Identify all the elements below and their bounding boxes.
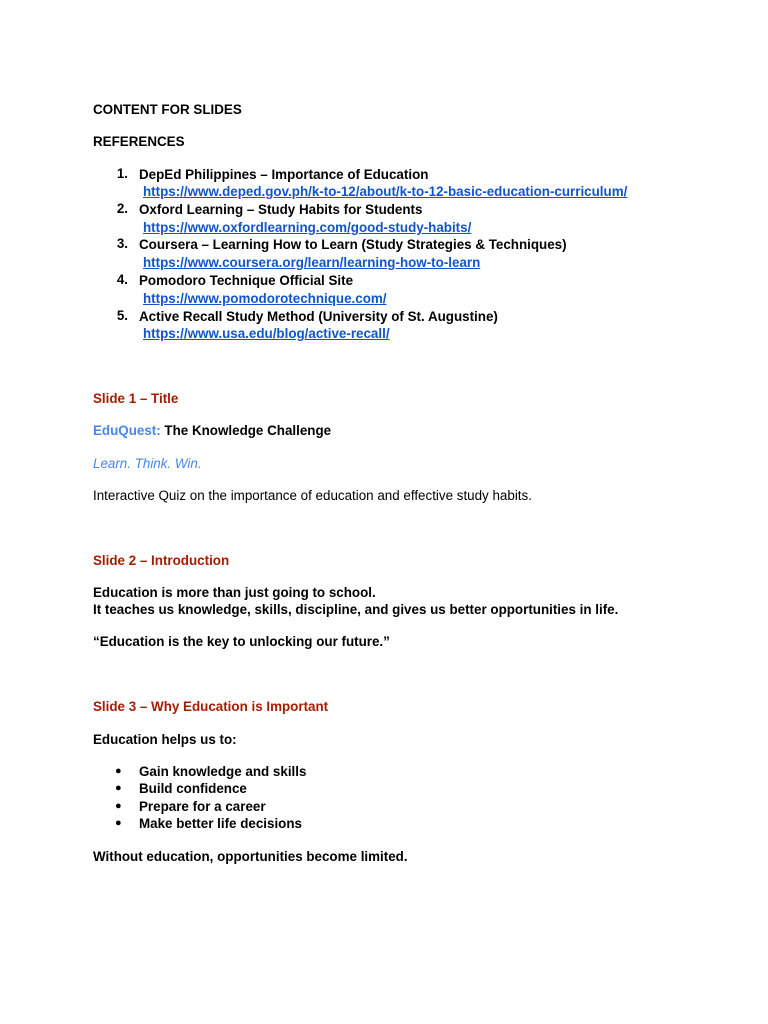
references-title: REFERENCES	[93, 134, 185, 149]
slide1-title: The Knowledge Challenge	[160, 423, 332, 438]
slide2-quote: “Education is the key to unlocking our future.”	[93, 634, 390, 649]
slide3-closing: Without education, opportunities become limited.	[93, 849, 408, 864]
list-item: Make better life decisions	[139, 816, 302, 831]
reference-link[interactable]: https://www.deped.gov.ph/k-to-12/about/k-to-12-basic-education-curriculum/	[143, 184, 628, 199]
slide1-heading: Slide 1 – Title	[93, 391, 179, 406]
bullet-icon: ●	[115, 765, 122, 777]
reference-number: 5.	[116, 308, 128, 323]
reference-title: Coursera – Learning How to Learn (Study Strategies & Techniques)	[139, 237, 567, 252]
reference-number: 3.	[116, 236, 128, 251]
bullet-icon: ●	[115, 817, 122, 829]
reference-title: Pomodoro Technique Official Site	[139, 273, 354, 288]
slide1-description: Interactive Quiz on the importance of education and effective study habits.	[93, 488, 532, 503]
slide3-heading: Slide 3 – Why Education is Important	[93, 699, 329, 714]
slide2-line2: It teaches us knowledge, skills, discipline, and gives us better opportunities in life.	[93, 602, 619, 617]
reference-number: 4.	[116, 272, 128, 287]
list-item: Gain knowledge and skills	[139, 764, 307, 779]
slide3-intro: Education helps us to:	[93, 732, 237, 747]
reference-number: 2.	[116, 201, 128, 216]
slide2-heading: Slide 2 – Introduction	[93, 553, 230, 568]
reference-number: 1.	[116, 166, 128, 181]
reference-link[interactable]: https://www.usa.edu/blog/active-recall/	[143, 326, 390, 341]
reference-link[interactable]: https://www.coursera.org/learn/learning-how-to-learn	[143, 255, 481, 270]
bullet-icon: ●	[115, 782, 122, 794]
bullet-icon: ●	[115, 800, 122, 812]
slide1-tagline: Learn. Think. Win.	[93, 456, 202, 471]
list-item: Prepare for a career	[139, 799, 266, 814]
reference-title: Active Recall Study Method (University of St. Augustine)	[139, 309, 498, 324]
slide2-line1: Education is more than just going to school.	[93, 585, 376, 600]
reference-title: DepEd Philippines – Importance of Education	[139, 167, 429, 182]
reference-link[interactable]: https://www.oxfordlearning.com/good-study-habits/	[143, 220, 472, 235]
slide1-title-line	[93, 422, 331, 439]
list-item: Build confidence	[139, 781, 247, 796]
brand-name: EduQuest:	[93, 423, 161, 438]
reference-link[interactable]: https://www.pomodorotechnique.com/	[143, 291, 387, 306]
reference-title: Oxford Learning – Study Habits for Students	[139, 202, 423, 217]
document-heading: CONTENT FOR SLIDES	[93, 102, 242, 117]
